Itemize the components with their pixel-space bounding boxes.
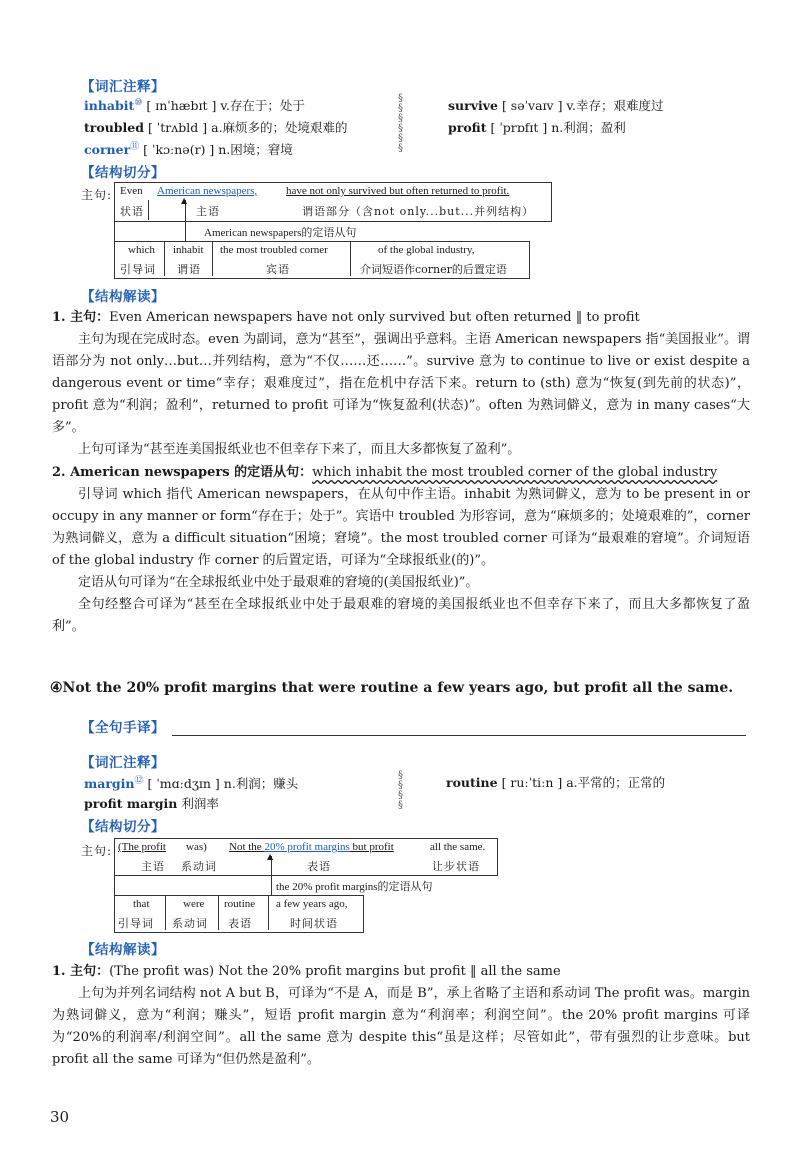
diagram-2-time-cn: 时间状语 <box>290 917 338 930</box>
translation-blank-line[interactable] <box>172 735 746 736</box>
diagram-2-clause-label: the 20% profit margins的定语从句 <box>276 881 433 893</box>
diagram-1-divider-b <box>164 242 165 276</box>
diagram-2-subject: (The profit <box>118 841 166 853</box>
diagram-1-clause-label: American newspapers的定语从句 <box>204 227 357 239</box>
vocab-entry-profit-margin: profit margin 利润率 <box>84 796 219 811</box>
sec1-point-1-translation: 上句可译为“甚至连美国报纸业也不但幸存下来了，而且大多都恢复了盈利”。 <box>78 442 521 457</box>
vocab-heading-2: 【词汇注释】 <box>81 755 165 771</box>
diagram-1-object: the most troubled corner <box>220 244 328 256</box>
diagram-1-object-cn: 宾语 <box>266 263 290 276</box>
diagram-1-subject: American newspapers, <box>157 185 258 197</box>
diagram-2-verb-cn: 系动词 <box>181 860 217 873</box>
diagram-2-connector <box>114 874 115 896</box>
diagram-2-that: that <box>133 898 150 910</box>
diagram-1-arrowhead: ▲ <box>181 196 188 205</box>
sec1-point-2-translation: 定语从句可译为“在全球报纸业中处于最艰难的窘境的(美国报纸业)”。 <box>78 575 479 590</box>
diagram-1-even: Even <box>120 185 143 197</box>
diagram-2-main-label: 主句: <box>81 844 113 858</box>
diagram-1-main-label: 主句: <box>81 188 113 202</box>
sec2-point-1-body: 上句为并列名词结构 not A but B，可译为“不是 A，而是 B”，承上省略了主语和系动词 The profit was。margin 为熟词僻义，意为“利润；赚头”，短语 profit margin 意为“利润率；利润空间”。the 20% profit margins 可译为“20%的利润率/利润空间”。all the same 意为 despite this“虽是这样；尽管如此”，带有强烈的让步意味。but profit all the same 可译为“但仍然是盈利”。 <box>52 986 750 1067</box>
diagram-1-prep: of the global industry, <box>378 244 475 256</box>
diagram-1-subject-cn: 主语 <box>196 205 220 218</box>
vocab-entry-profit: profit [ ˈprɒfɪt ] n.利润；盈利 <box>448 120 626 135</box>
vocab-entry-margin: margin⑫ [ ˈmɑːdʒɪn ] n.利润；赚头 <box>84 776 299 792</box>
vocab-entry-troubled: troubled [ ˈtrʌbld ] a.麻烦多的；处境艰难的 <box>84 120 348 135</box>
struct-heading-2: 【结构切分】 <box>81 819 165 835</box>
diagram-1-inhabit: inhabit <box>173 244 204 256</box>
diagram-2-divider-a <box>165 896 166 930</box>
diagram-1-even-cn: 状语 <box>120 205 144 218</box>
diagram-1-prep-cn: 介词短语作corner的后置定语 <box>360 263 507 276</box>
sec1-point-1-sentence: Even American newspapers have not only survived but often returned ‖ to profit <box>109 310 640 325</box>
diagram-2-arrowhead: ▲ <box>267 852 274 861</box>
vocab-entry-corner: corner⑪ [ ˈkɔːnə(r) ] n.困境；窘境 <box>84 142 293 158</box>
sec1-point-2-title: 2. American newspapers 的定语从句：which inhabit the most troubled corner of the global industry <box>52 465 718 480</box>
diagram-2-subject-cn: 主语 <box>141 860 165 873</box>
sec2-point-1-title: 1. 主句：(The profit was) Not the 20% profit margins but profit ‖ all the same <box>52 964 561 979</box>
diagram-1-divider-c <box>212 242 213 276</box>
translation-heading-2: 【全句手译】 <box>81 720 165 736</box>
vocab-entry-routine: routine [ ruːˈtiːn ] a.平常的；正常的 <box>446 775 666 790</box>
diagram-2-divider-b <box>218 896 219 930</box>
vocab-entry-inhabit: inhabit⑩ [ ɪnˈhæbɪt ] v.存在于；处于 <box>84 97 305 113</box>
diagram-2-complement: Not the 20% profit margins but profit <box>229 841 394 853</box>
diagram-2-divider-c <box>268 896 269 930</box>
vocab-entry-survive: survive [ səˈvaɪv ] v.幸存；艰难度过 <box>448 98 664 113</box>
diagram-2-complement-cn: 表语 <box>307 860 331 873</box>
sentence-4: ④Not the 20% profit margins that were routine a few years ago, but profit all the same. <box>50 680 734 696</box>
diagram-1-connector <box>114 218 115 242</box>
diagram-1-predicate-cn: 谓语部分（含not only...but...并列结构） <box>302 205 535 218</box>
diagram-2-routine-cn: 表语 <box>228 917 252 930</box>
sec1-summary: 全句经整合可译为“甚至在全球报纸业中处于最艰难的窘境的美国报纸业也不但幸存下来了，而且大多都恢复了盈利”。 <box>52 597 750 634</box>
diagram-2-concession: all the same. <box>430 841 486 853</box>
diagram-2-verb: was) <box>186 841 207 853</box>
sec1-point-2-sentence: which inhabit the most troubled corner of the global industry <box>312 465 718 480</box>
sec1-point-1-title: 1. 主句：Even American newspapers have not only survived but often returned ‖ to profit <box>52 310 640 325</box>
diagram-2-time: a few years ago, <box>276 898 348 910</box>
vocab-heading-1: 【词汇注释】 <box>81 79 165 95</box>
diagram-1-which-cn: 引导词 <box>120 263 156 276</box>
sec1-point-1-body: 主句为现在完成时态。even 为副词，意为“甚至”，强调出乎意料。主语 American newspapers 指“美国报业”。谓语部分为 not only…but…并列结构，意为“不仅……还……”。survive 意为 to continue to live or exist despite a dangerous event or time“幸存；艰难度过”，指在危机中存活下来。return to (sth) 意为“恢复(到先前的状态)”，profit 意为“利润；盈利”，returned to profit 可译为“恢复盈利(状态)”。often 为熟词僻义，意为 in many cases“大多”。 <box>52 332 750 435</box>
vocab-divider-2: § § § § <box>398 770 403 811</box>
diagram-1-inhabit-cn: 谓语 <box>177 263 201 276</box>
diagram-1-predicate: have not only survived but often returned to profit. <box>286 185 510 197</box>
read-heading-1: 【结构解读】 <box>81 289 165 305</box>
diagram-1-arrow <box>185 200 186 241</box>
page-number: 30 <box>50 1108 70 1126</box>
sec1-point-2-body: 引导词 which 指代 American newspapers，在从句中作主语。inhabit 为熟词僻义，意为 to be present in or occupy in any manner or form“存在于；处于”。宾语中 troubled 为形容词，意为“麻烦多的；处境艰难的”，corner 为熟词僻义，意为 a difficult situation“困境；窘境”。the most troubled corner 可译为“最艰难的窘境”。介词短语 of the global industry 作 corner 的后置定语，可译为“全球报纸业(的)”。 <box>52 487 750 568</box>
diagram-1-which: which <box>128 244 155 256</box>
diagram-2-concession-cn: 让步状语 <box>432 860 480 873</box>
read-heading-2: 【结构解读】 <box>81 942 165 958</box>
struct-heading-1: 【结构切分】 <box>81 165 165 181</box>
diagram-2-that-cn: 引导词 <box>118 917 154 930</box>
diagram-1-divider-a <box>148 200 149 220</box>
diagram-2-were: were <box>183 898 205 910</box>
diagram-2-arrow <box>271 856 272 896</box>
diagram-2-were-cn: 系动词 <box>172 917 208 930</box>
sec2-point-1-sentence: (The profit was) Not the 20% profit margins but profit ‖ all the same <box>109 964 561 979</box>
vocab-divider-1: § § § § § § <box>398 93 403 154</box>
diagram-1-divider-d <box>350 242 351 276</box>
diagram-2-routine: routine <box>224 898 256 910</box>
